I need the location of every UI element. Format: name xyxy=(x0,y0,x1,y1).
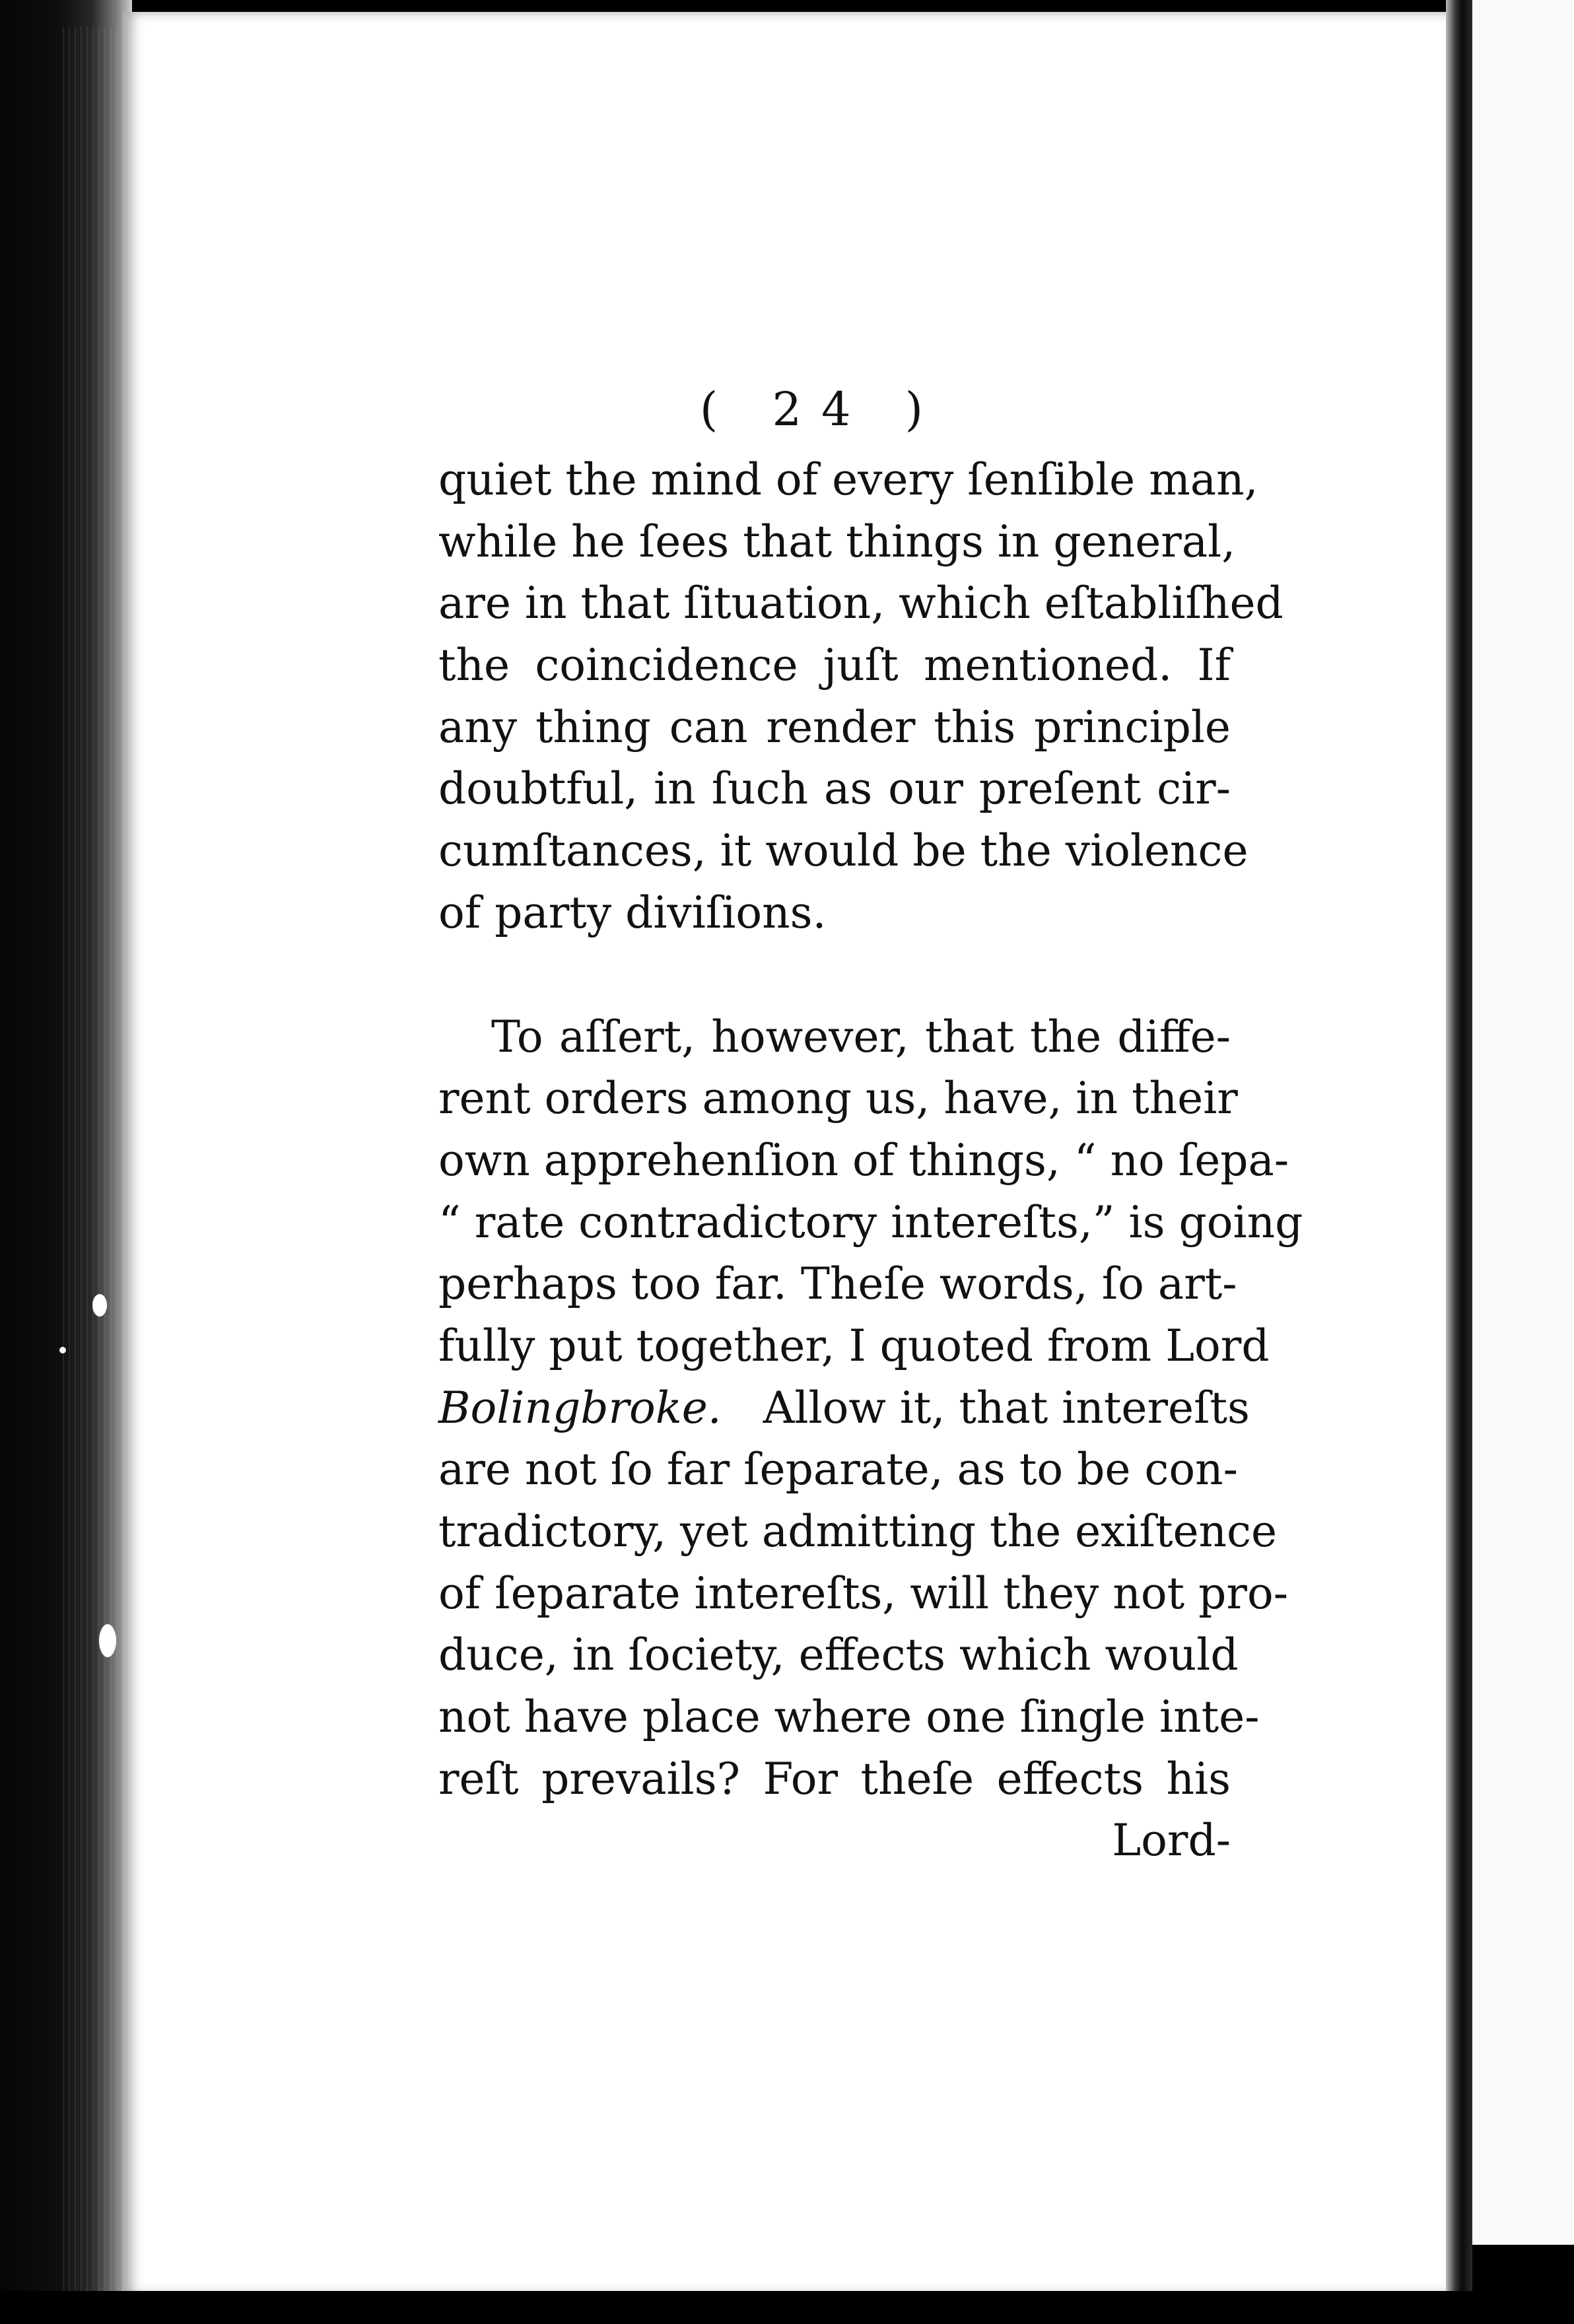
catchword: Lord- xyxy=(1112,1815,1231,1866)
page-edges xyxy=(63,26,122,2298)
text-line: while he ſees that things in general, xyxy=(438,516,1236,567)
text-line: of ſeparate intereſts, will they not pro- xyxy=(438,1567,1288,1619)
text-line xyxy=(438,1377,1250,1439)
scan-bottom-border xyxy=(0,2291,1574,2324)
text-line: doubtful, in ſuch as our preſent cir- xyxy=(438,763,1231,815)
text-line: reſt prevails? For theſe effects his xyxy=(438,1753,1231,1804)
paragraph-gap xyxy=(438,944,1231,1006)
text-line: are in that ſituation, which eſtabliſhed xyxy=(438,578,1283,629)
scan-speck xyxy=(92,1294,107,1316)
page-number: ( 24 ) xyxy=(699,382,943,436)
text-line: duce, in ſociety, effects which would xyxy=(438,1629,1239,1681)
text-line: are not ſo far ſeparate, as to be con- xyxy=(438,1444,1238,1495)
facing-page-sliver xyxy=(1472,0,1574,2245)
text-line: of party diviſions. xyxy=(438,887,827,938)
facing-page-edge xyxy=(1446,0,1472,2324)
text-line: tradictory, yet admitting the exiſtence xyxy=(438,1506,1278,1557)
text-line: rent orders among us, have, in their xyxy=(438,1073,1238,1124)
text-line: perhaps too far. Theſe words, ſo art- xyxy=(438,1258,1237,1310)
paragraph-1 xyxy=(438,449,1283,944)
text-run: Allow it, that intereſts xyxy=(763,1382,1250,1433)
text-line: quiet the mind of every ſenſible man, xyxy=(438,454,1258,505)
page-text xyxy=(438,370,1303,1872)
text-line: To aſſert, however, that the diffe- xyxy=(491,1011,1231,1062)
text-line: “ rate contradictory intereſts,” is going xyxy=(438,1196,1303,1248)
scan-speck xyxy=(59,1347,66,1353)
text-line: any thing can render this principle xyxy=(438,701,1231,753)
text-line: fully put together, I quoted from Lord xyxy=(438,1320,1270,1371)
italic-name: Bolingbroke. xyxy=(438,1382,722,1433)
text-line: the coincidence juſt mentioned. If xyxy=(438,640,1231,691)
text-line: not have place where one ſingle inte- xyxy=(438,1692,1260,1743)
text-line: cumſtances, it would be the violence xyxy=(438,825,1249,877)
paragraph-2 xyxy=(438,1006,1303,1810)
scan-speck xyxy=(99,1624,116,1657)
text-line: own apprehenſion of things, “ no ſepa- xyxy=(438,1134,1289,1186)
